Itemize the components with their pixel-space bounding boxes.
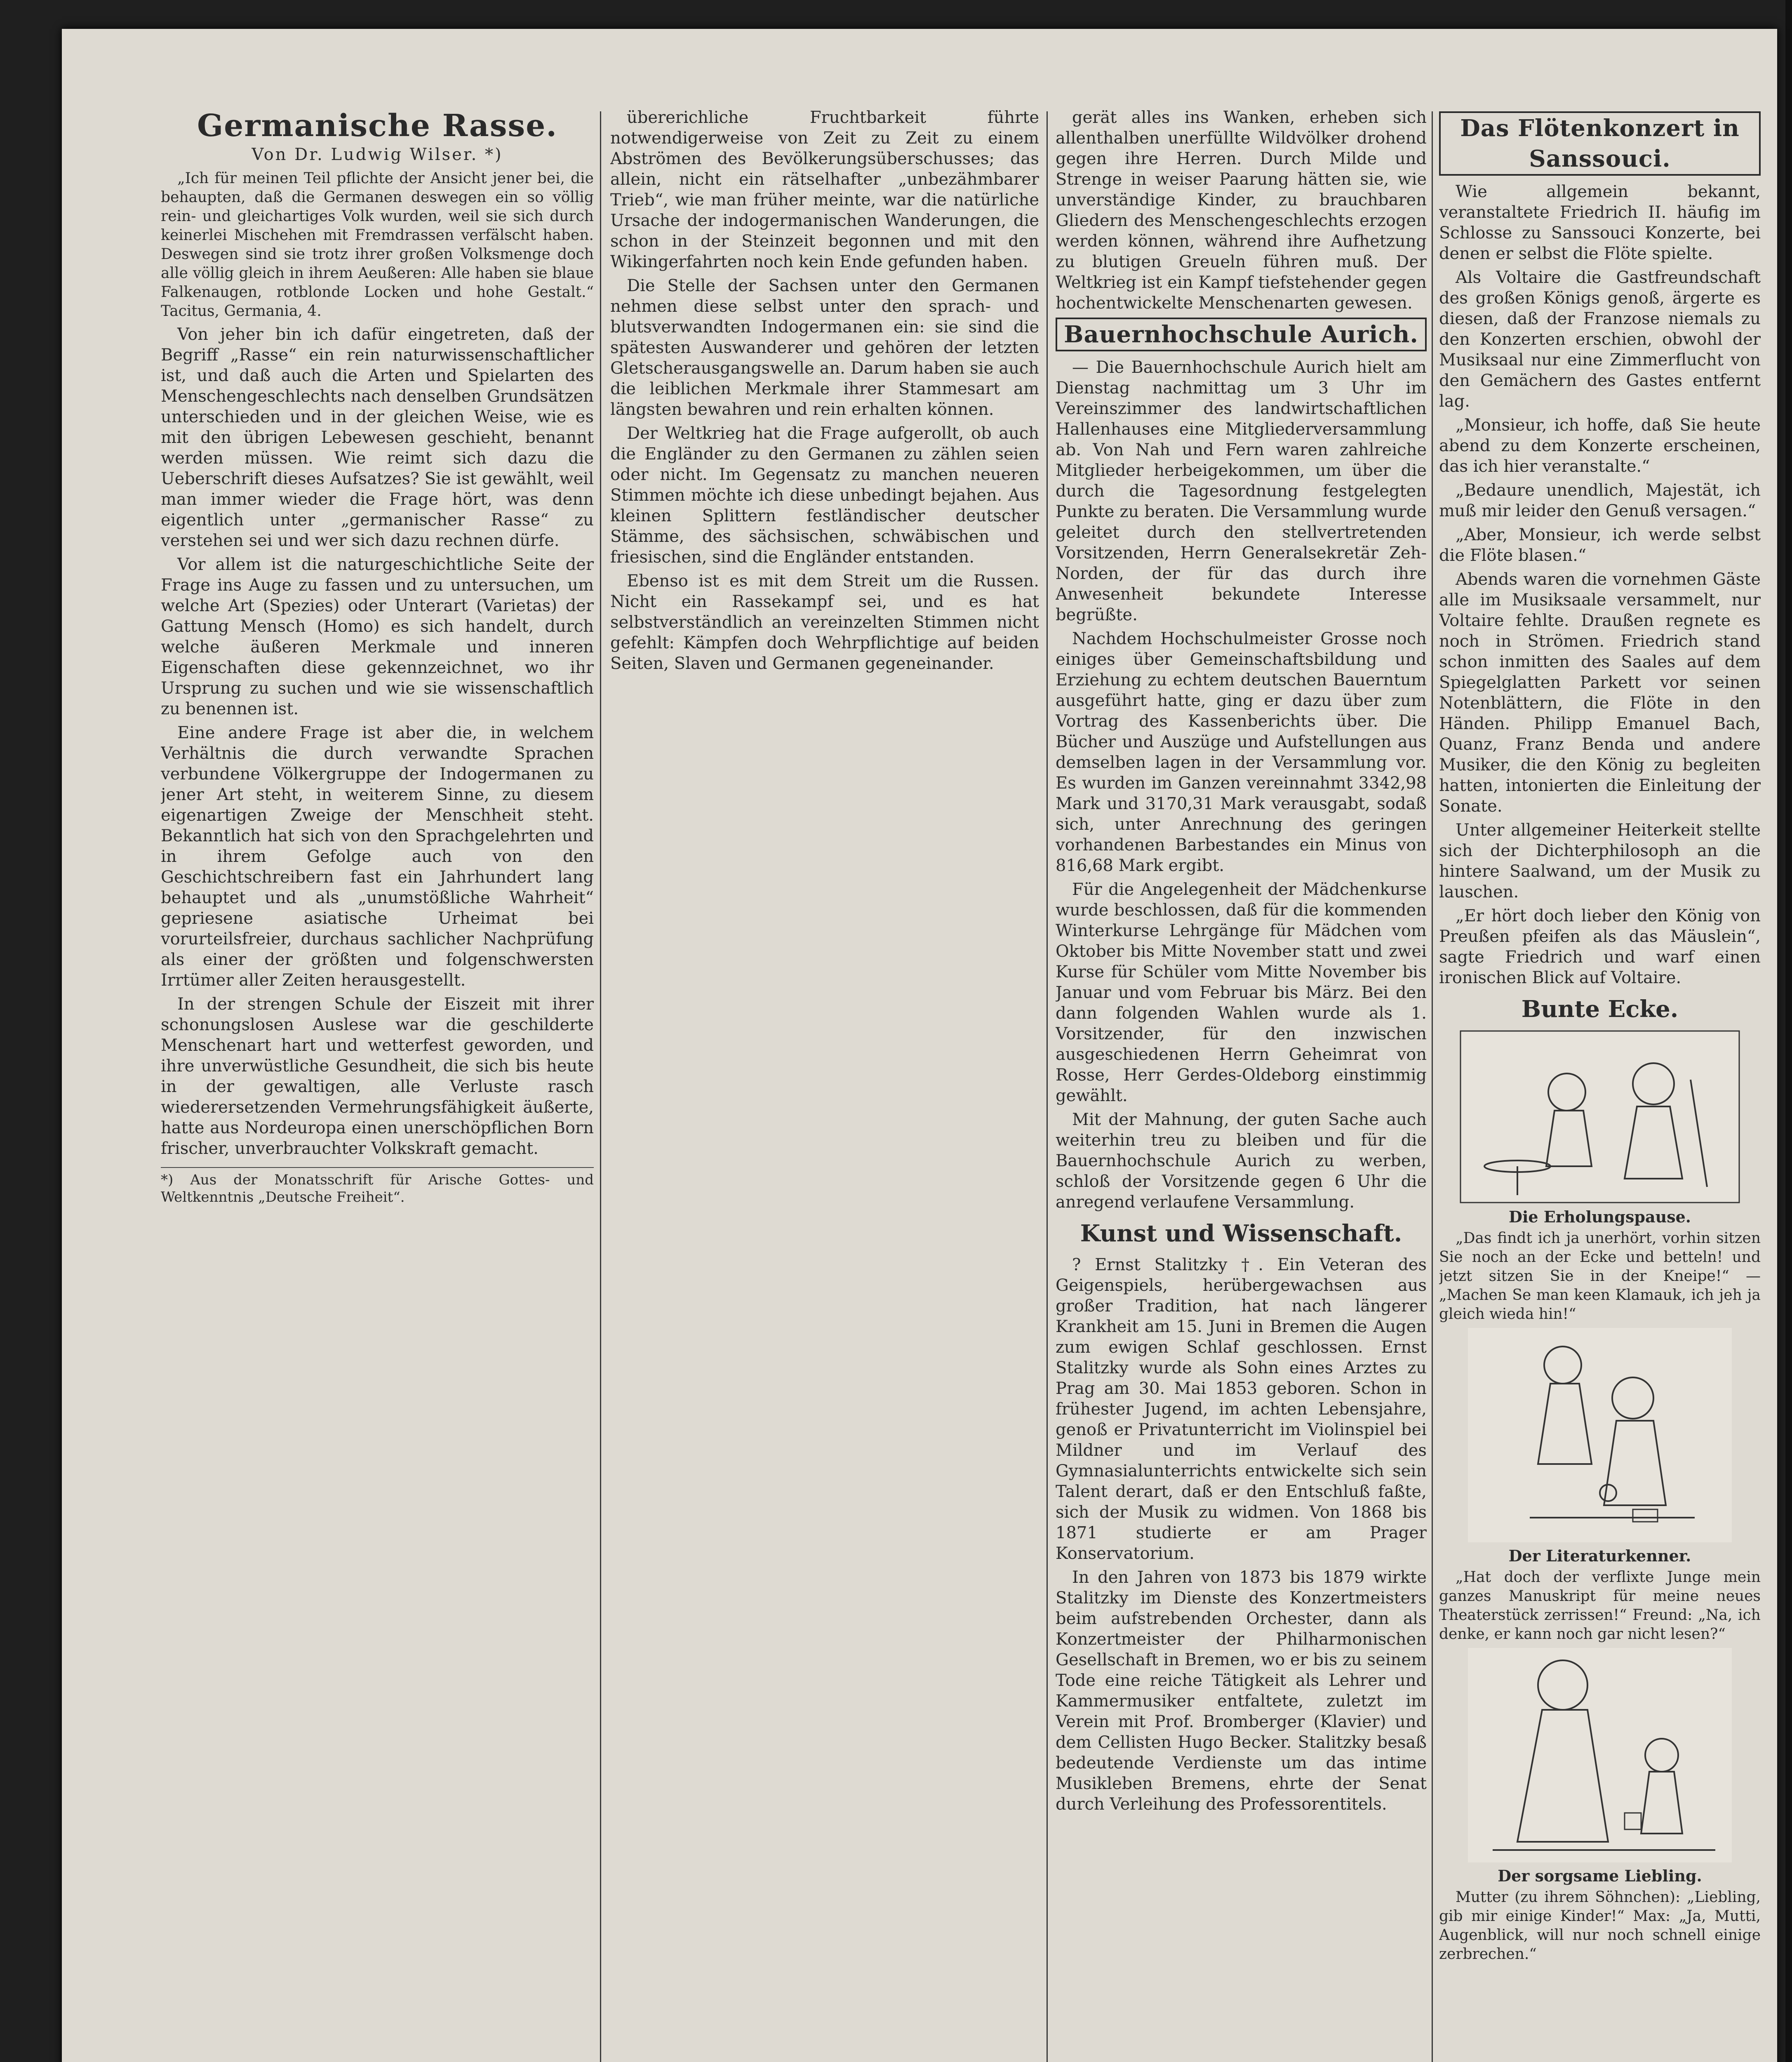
article-title: Germanische Rasse. <box>197 108 558 144</box>
article-paragraph: „Aber, Monsieur, ich werde selbst die Flöte blasen.“ <box>1439 525 1761 565</box>
cartoon-text: „Das findt ich ja unerhört, vorhin sitzen Sie noch an der Ecke und betteln! und jetzt sitzen Sie in der Kneipe!“ — „Machen Se man keen Klamauk, ich jeh ja gleich wieda hin!“ <box>1439 1230 1761 1323</box>
article-paragraph: „Bedaure unendlich, Majestät, ich muß mir leider den Genuß versagen.“ <box>1439 481 1761 520</box>
section-title: Kunst und Wissenschaft. <box>1080 1220 1402 1247</box>
article-paragraph: Der Weltkrieg hat die Frage aufgerollt, ob auch die Engländer zu den Germanen zu zählen seien oder nicht. Im Gegensatz zu manchen neueren Stimmen möchte ich diese unbedingt bejahen. Aus kleinen Splittern festländischer deutscher Stämme, des sächsischen, schwäbischen und friesischen, sind die Engländer entstanden. <box>610 424 1039 567</box>
column-4 <box>1439 107 1761 2062</box>
article-paragraph: Abends waren die vornehmen Gäste alle im Musiksaale versammelt, nur Voltaire fehlte. Draußen regnete es noch in Strömen. Friedrich stand schon inmitten des Saales auf dem Spiegelglatten Parkett vor seinen Notenblättern, die Flöte in den Händen. Philipp Emanuel Bach, Quanz, Franz Benda und andere Musiker, die den König zu begleiten hatten, intonierten die Einleitung der Sonate. <box>1439 570 1761 816</box>
article-paragraph: „Er hört doch lieber den König von Preußen pfeifen als das Mäuslein“, sagte Friedrich und warf einen ironischen Blick auf Voltaire. <box>1439 906 1761 987</box>
article-paragraph: Eine andere Frage ist aber die, in welchem Verhältnis die durch verwandte Sprachen verbundene Völkergruppe der Indogermanen zu jener Art steht, in weiterem Sinne, zu diesem eigenartigen Zweige der Menschheit steht. Bekanntlich hat sich von den Sprachgelehrten und in ihrem Gefolge auch von den Geschichtschreibern fast ein Jahrhundert lang behauptet und als „unumstößliche Wahrheit“ gepriesene asiatische Urheimat bei vorurteilsfreier, durchaus sachlicher Nachprüfung als einer der größten und folgenschwersten Irrtümer aller Zeiten herausgestellt. <box>161 723 594 990</box>
article-paragraph: In der strengen Schule der Eiszeit mit ihrer schonungslosen Auslese war die geschilderte Menschenart hart und wetterfest geworden, und ihre unverwüstliche Gesundheit, die sich bis heute in der gewaltigen, alle Verluste rasch wiederersetzenden Vermehrungsfähigkeit äußerte, hatte aus Nordeuropa einen unerschöpflichen Born frischer, unverbrauchter Volkskraft gemacht. <box>161 995 594 1158</box>
article-paragraph: ? Ernst Stalitzky †. Ein Veteran des Geigenspiels, herübergewachsen aus großer Tradition, hat nach längerer Krankheit am 15. Juni in Bremen die Augen zum ewigen Schlaf geschlossen. Ernst Stalitzky wurde als Sohn eines Arztes zu Prag am 30. Mai 1853 geboren. Schon in frühester Jugend, im achten Lebensjahre, genoß er Privatunterricht im Violinspiel bei Mildner und im Verlauf des Gymnasialunterrichts entwickelte sich sein Talent derart, daß er den Entschluß faßte, sich der Musik zu widmen. Von 1868 bis 1871 studierte er am Prager Konservatorium. <box>1056 1255 1427 1563</box>
article-paragraph: „Monsieur, ich hoffe, daß Sie heute abend zu dem Konzerte erscheinen, das ich hier veranstalte.“ <box>1439 416 1761 476</box>
article-paragraph: Wie allgemein bekannt, veranstaltete Friedrich II. häufig im Schlosse zu Sanssouci Konzerte, bei denen er selbst die Flöte spielte. <box>1439 182 1761 263</box>
article-title: Das Flötenkonzert in Sanssouci. <box>1439 111 1761 176</box>
article-quote: „Ich für meinen Teil pflichte der Ansicht jener bei, die behaupten, daß die Germanen deswegen ein so völlig rein- und gleichartiges Volk wurden, weil sie sich durch keinerlei Mischehen mit Fremdrassen verfälscht haben. Deswegen sind sie trotz ihrer großen Volksmenge doch alle völlig gleich in ihrem Aeußeren: Alle haben sie blaue Falkenaugen, rotblonde Locken und hohe Gestalt.“ Tacitus, Germania, 4. <box>161 170 594 320</box>
cartoon-caption: Die Erholungspause. <box>1508 1208 1691 1226</box>
cartoon-caption: Der sorgsame Liebling. <box>1498 1867 1702 1885</box>
cartoon-careful-darling <box>1468 1648 1732 1862</box>
section-title: Bunte Ecke. <box>1521 996 1679 1023</box>
article-paragraph: gerät alles ins Wanken, erheben sich allenthalben unerfüllte Wildvölker drohend gegen ihre Herren. Durch Milde und Strenge in weiser Paarung hätten sie, wie unverständige Kinder, zu brauchbaren Gliedern des Menschengeschlechts erzogen werden können, während ihre Aufhetzung zu blutigen Greueln führen muß. Der Weltkrieg ist ein Kampf tiefstehender gegen hochentwickelte Menschenarten gewesen. <box>1056 108 1427 313</box>
article-paragraph: Als Voltaire die Gastfreundschaft des großen Königs genoß, ärgerte es diesen, daß der Franzose niemals zu den Konzerten erschien, obwohl der Musiksaal nur eine Zimmerflucht von den Gemächern des Gastes entfernt lag. <box>1439 268 1761 411</box>
cartoon-caption: Der Literaturkenner. <box>1508 1546 1691 1565</box>
cartoon-text: „Hat doch der verflixte Junge mein ganzes Manuskript für meine neues Theaterstück zerrissen!“ Freund: „Na, ich denke, er kann noch gar nicht lesen?“ <box>1439 1569 1761 1643</box>
article-paragraph: Vor allem ist die naturgeschichtliche Seite der Frage ins Auge zu fassen und zu untersuchen, um welche Art (Spezies) oder Unterart (Varietas) der Gattung Mensch (Homo) es sich handelt, durch welche äußeren Merkmale und inneren Eigenschaften diese gekennzeichnet, wo ihr Ursprung zu suchen und wie sie wissenschaftlich zu benennen ist. <box>161 555 594 718</box>
footnote: *) Aus der Monatsschrift für Arische Gottes- und Weltkenntnis „Deutsche Freiheit“. <box>161 1167 594 1206</box>
article-byline: Von Dr. Ludwig Wilser. *) <box>252 145 503 164</box>
book-spine <box>1785 0 1792 2062</box>
article-title: Bauernhochschule Aurich. <box>1056 318 1427 351</box>
article-paragraph: übererichliche Fruchtbarkeit führte notwendigerweise von Zeit zu Zeit zu einem Abströmen des Bevölkerungsüberschusses; das allein, nicht ein rätselhafter „unbezähmbarer Trieb“, wie man früher meinte, war die natürliche Ursache der indogermanischen Wanderungen, die schon in der Steinzeit begonnen und mit den Wikingerfahrten noch kein Ende gefunden haben. <box>610 108 1039 271</box>
article-paragraph: Für die Angelegenheit der Mädchenkurse wurde beschlossen, daß für die kommenden Winterkurse Lehrgänge für Mädchen vom Oktober bis Mitte November statt und zwei Kurse für Schüler vom Mitte November bis Januar und vom Februar bis März. Bei den dann folgenden Wahlen wurde als 1. Vorsitzender, für den inzwischen ausgeschiedenen Herrn Geheimrat von Rosse, Herr Gerdes-Oldeborg einstimmig gewählt. <box>1056 880 1427 1105</box>
cartoon-literature-expert <box>1468 1328 1732 1542</box>
article-paragraph: Unter allgemeiner Heiterkeit stellte sich der Dichterphilosoph an die hintere Saalwand, um der Musik zu lauschen. <box>1439 821 1761 902</box>
article-paragraph: Mit der Mahnung, der guten Sache auch weiterhin treu zu bleiben und für die Bauernhochschule Aurich zu werben, schloß der Vorsitzende gegen 6 Uhr die anregend verlaufene Versammlung. <box>1056 1110 1427 1212</box>
article-paragraph: In den Jahren von 1873 bis 1879 wirkte Stalitzky im Dienste des Konzertmeisters beim aufstrebenden Orchester, dann als Konzertmeister der Philharmonischen Gesellschaft in Bremen, wo er bis zu seinem Tode eine reiche Tätigkeit als Lehrer und Kammermusiker entfaltete, zuletzt im Verein mit Prof. Bromberger (Klavier) und dem Cellisten Hugo Becker. Stalitzky besaß bedeutende Verdienste um das intime Musikleben Bremens, ehrte der Senat durch Verleihung des Professorentitels. <box>1056 1568 1427 1814</box>
column-3 <box>1056 107 1427 2062</box>
column-2 <box>610 107 1039 2062</box>
article-paragraph: Von jeher bin ich dafür eingetreten, daß der Begriff „Rasse“ ein rein naturwissenschaftlicher ist, und daß auch die Arten und Spielarten des Menschengeschlechts nach denselben Grundsätzen unterschieden und in der gleichen Weise, wie es mit den übrigen Lebewesen geschieht, benannt werden müssen. Wie reimt sich dazu die Ueberschrift dieses Aufsatzes? Sie ist gewählt, weil man immer wieder die Frage hört, was denn eigentlich unter „germanischer Rasse“ zu verstehen sei und wer sich dazu rechnen dürfe. <box>161 325 594 550</box>
cartoon-text: Mutter (zu ihrem Söhnchen): „Liebling, gib mir einige Kinder!“ Max: „Ja, Mutti, Augenblick, will nur noch schnell einige zerbrechen.“ <box>1439 1889 1761 1963</box>
cartoon-recreation-pause <box>1460 1030 1740 1203</box>
column-1 <box>161 107 594 2062</box>
article-paragraph: Nachdem Hochschulmeister Grosse noch einiges über Gemeinschaftsbildung und Erziehung zu echtem deutschen Bauerntum ausgeführt hatte, ging er dazu über zum Vortrag des Kassenberichts über. Die Bücher und Auszüge und Aufstellungen aus demselben lagen in der Versammlung vor. Es wurden im Ganzen vereinnahmt 3342,98 Mark und 3170,31 Mark verausgabt, sodaß sich, unter Anrechnung des geringen vorhandenen Barbestandes ein Minus von 816,68 Mark ergibt. <box>1056 629 1427 875</box>
article-paragraph: Die Stelle der Sachsen unter den Germanen nehmen diese selbst unter den sprach- und blutsverwandten Indogermanen ein: sie sind die spätesten Auswanderer und gehören der letzten Gletscherausgangswelle an. Darum haben sie auch die leiblichen Merkmale ihrer Stammesart am längsten bewahren und rein erhalten können. <box>610 276 1039 419</box>
newspaper-page <box>62 29 1777 2062</box>
column-rule <box>1432 111 1433 2062</box>
article-paragraph: Ebenso ist es mit dem Streit um die Russen. Nicht ein Rassekampf sei, und es hat selbstverständlich an vereinzelten Stimmen nicht gefehlt: Kämpfen doch Wehrpflichtige auf beiden Seiten, Slaven und Germanen gegeneinander. <box>610 572 1039 673</box>
column-rule <box>1047 111 1048 2062</box>
article-paragraph: — Die Bauernhochschule Aurich hielt am Dienstag nachmittag um 3 Uhr im Vereinszimmer des landwirtschaftlichen Hallenhauses eine Mitgliederversammlung ab. Von Nah und Fern waren zahlreiche Mitglieder herbeigekommen, um über die durch die Tagesordnung festgelegten Punkte zu beraten. Die Versammlung wurde geleitet durch den stellvertretenden Vorsitzenden, Herrn Generalsekretär Zeh-Norden, der für das durch ihre Anwesenheit bekundete Interesse begrüßte. <box>1056 358 1427 624</box>
column-rule <box>600 111 601 2062</box>
